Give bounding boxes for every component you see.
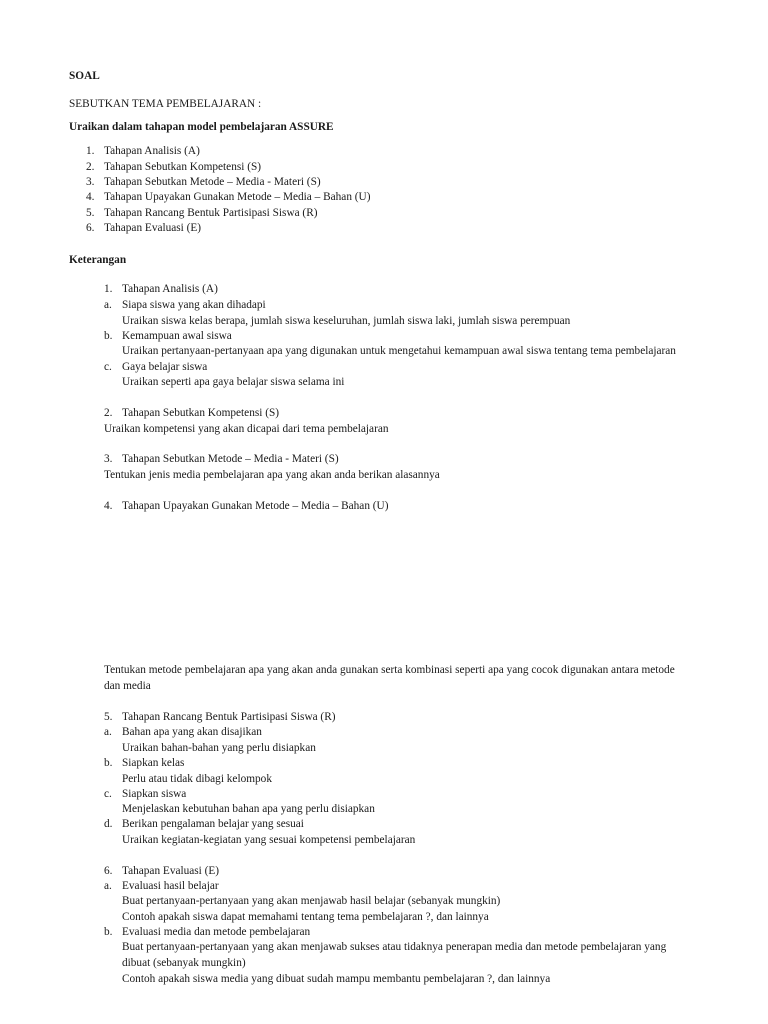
item-letter: c. xyxy=(104,788,112,800)
item-letter: d. xyxy=(104,818,113,830)
item-letter: b. xyxy=(104,330,113,342)
item-detail: dibuat (sebanyak mungkin) xyxy=(122,957,246,969)
soal-label: SOAL xyxy=(69,70,100,82)
section-title: Tahapan Analisis (A) xyxy=(122,283,218,295)
item-detail: Perlu atau tidak dibagi kelompok xyxy=(122,773,272,785)
section-number: 3. xyxy=(104,453,113,465)
section-title: Tahapan Evaluasi (E) xyxy=(122,865,220,877)
sebutkan-tema-label: SEBUTKAN TEMA PEMBELAJARAN : xyxy=(69,98,262,110)
item-letter: b. xyxy=(104,757,113,769)
list-item-number: 1. xyxy=(86,145,95,157)
item-letter: b. xyxy=(104,926,113,938)
list-item: Tahapan Evaluasi (E) xyxy=(104,222,202,234)
section-title: Tahapan Upayakan Gunakan Metode – Media – Bahan (U) xyxy=(122,500,389,512)
item-text: Kemampuan awal siswa xyxy=(122,330,232,342)
list-item-number: 5. xyxy=(86,207,95,219)
item-text: Evaluasi hasil belajar xyxy=(122,880,219,892)
list-item: Tahapan Sebutkan Metode – Media - Materi (S) xyxy=(104,176,321,188)
section-description: Uraikan kompetensi yang akan dicapai dari tema pembelajaran xyxy=(104,423,389,435)
list-item-number: 3. xyxy=(86,176,95,188)
section-number: 1. xyxy=(104,283,113,295)
section-title: Tahapan Rancang Bentuk Partisipasi Siswa (R) xyxy=(122,711,336,723)
item-text: Gaya belajar siswa xyxy=(122,361,208,373)
section-number: 4. xyxy=(104,500,113,512)
item-detail: Contoh apakah siswa media yang dibuat sudah mampu membantu pembelajaran ?, dan lainnya xyxy=(122,973,551,985)
list-item-number: 4. xyxy=(86,191,95,203)
section-description: dan media xyxy=(104,680,151,692)
item-letter: a. xyxy=(104,299,112,311)
section-number: 5. xyxy=(104,711,113,723)
item-detail: Uraikan seperti apa gaya belajar siswa selama ini xyxy=(122,376,345,388)
item-detail: Buat pertanyaan-pertanyaan yang akan menjawab hasil belajar (sebanyak mungkin) xyxy=(122,895,501,907)
item-detail: Uraikan pertanyaan-pertanyaan apa yang digunakan untuk mengetahui kemampuan awal siswa tentang tema pembelajaran xyxy=(122,345,676,357)
list-item: Tahapan Upayakan Gunakan Metode – Media – Bahan (U) xyxy=(104,191,371,203)
item-text: Siapkan kelas xyxy=(122,757,185,769)
item-text: Evaluasi media dan metode pembelajaran xyxy=(122,926,311,938)
item-text: Siapkan siswa xyxy=(122,788,187,800)
uraikan-heading: Uraikan dalam tahapan model pembelajaran ASSURE xyxy=(69,121,334,133)
item-text: Siapa siswa yang akan dihadapi xyxy=(122,299,266,311)
item-letter: c. xyxy=(104,361,112,373)
list-item: Tahapan Sebutkan Kompetensi (S) xyxy=(104,161,262,173)
item-detail: Uraikan kegiatan-kegiatan yang sesuai kompetensi pembelajaran xyxy=(122,834,416,846)
list-item: Tahapan Analisis (A) xyxy=(104,145,200,157)
item-letter: a. xyxy=(104,880,112,892)
item-text: Berikan pengalaman belajar yang sesuai xyxy=(122,818,304,830)
section-title: Tahapan Sebutkan Kompetensi (S) xyxy=(122,407,280,419)
item-letter: a. xyxy=(104,726,112,738)
section-description: Tentukan metode pembelajaran apa yang akan anda gunakan serta kombinasi seperti apa yang cocok digunakan antara metode xyxy=(104,664,675,676)
item-detail: Buat pertanyaan-pertanyaan yang akan menjawab sukses atau tidaknya penerapan media dan metode pembelajaran yang xyxy=(122,941,667,953)
item-detail: Uraikan siswa kelas berapa, jumlah siswa keseluruhan, jumlah siswa laki, jumlah siswa perempuan xyxy=(122,315,571,327)
item-detail: Menjelaskan kebutuhan bahan apa yang perlu disiapkan xyxy=(122,803,375,815)
section-number: 6. xyxy=(104,865,113,877)
keterangan-heading: Keterangan xyxy=(69,254,127,266)
list-item-number: 6. xyxy=(86,222,95,234)
section-number: 2. xyxy=(104,407,113,419)
item-text: Bahan apa yang akan disajikan xyxy=(122,726,262,738)
item-detail: Uraikan bahan-bahan yang perlu disiapkan xyxy=(122,742,316,754)
list-item: Tahapan Rancang Bentuk Partisipasi Siswa (R) xyxy=(104,207,318,219)
list-item-number: 2. xyxy=(86,161,95,173)
section-title: Tahapan Sebutkan Metode – Media - Materi (S) xyxy=(122,453,339,465)
item-detail: Contoh apakah siswa dapat memahami tentang tema pembelajaran ?, dan lainnya xyxy=(122,911,489,923)
section-description: Tentukan jenis media pembelajaran apa yang akan anda berikan alasannya xyxy=(104,469,440,481)
